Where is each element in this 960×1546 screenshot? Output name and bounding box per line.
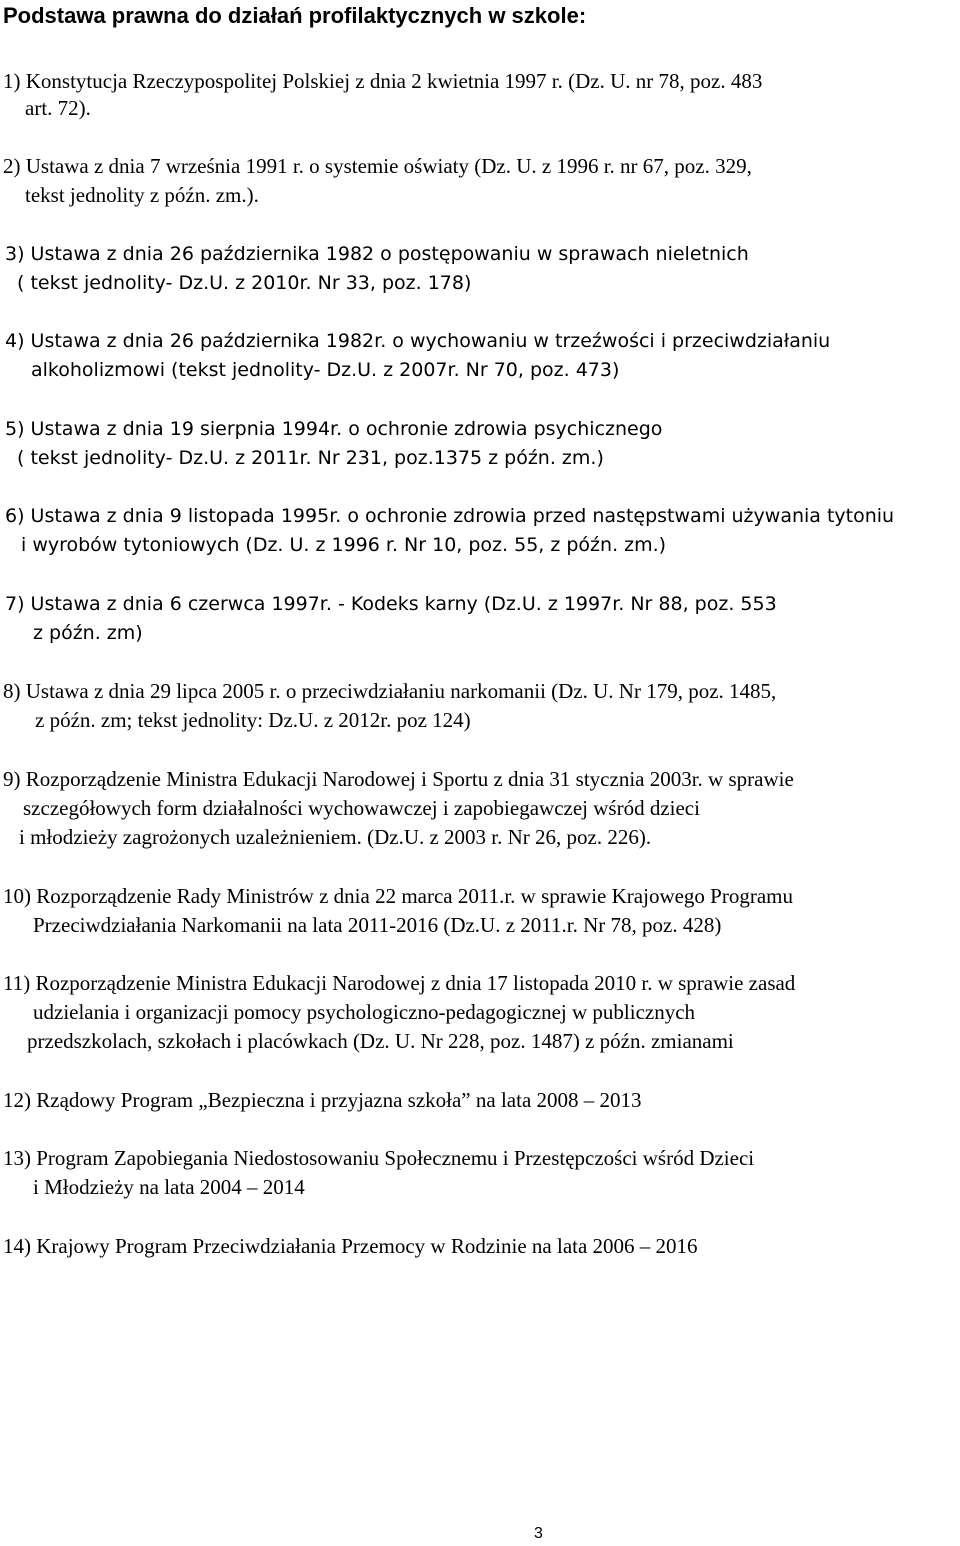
list-item-2-line-1: 2) Ustawa z dnia 7 września 1991 r. o systemie oświaty (Dz. U. z 1996 r. nr 67, poz. 329, bbox=[3, 154, 752, 178]
list-item-10-line-2: Przeciwdziałania Narkomanii na lata 2011-2016 (Dz.U. z 2011.r. Nr 78, poz. 428) bbox=[33, 913, 722, 937]
list-item-5-line-1: 5) Ustawa z dnia 19 sierpnia 1994r. o ochronie zdrowia psychicznego bbox=[5, 418, 663, 440]
list-item-12-line-1: 12) Rządowy Program „Bezpieczna i przyjazna szkoła” na lata 2008 – 2013 bbox=[3, 1088, 642, 1112]
list-item-4-line-1: 4) Ustawa z dnia 26 października 1982r. o wychowaniu w trzeźwości i przeciwdziałaniu bbox=[5, 330, 831, 352]
list-item-3-line-1: 3) Ustawa z dnia 26 października 1982 o postępowaniu w sprawach nieletnich bbox=[5, 243, 749, 265]
list-item-9-line-3: i młodzieży zagrożonych uzależnieniem. (Dz.U. z 2003 r. Nr 26, poz. 226). bbox=[19, 825, 652, 849]
list-item-5-line-2: ( tekst jednolity- Dz.U. z 2011r. Nr 231, poz.1375 z późn. zm.) bbox=[17, 447, 604, 469]
list-item-9-line-2: szczegółowych form działalności wychowawczej i zapobiegawczej wśród dzieci bbox=[23, 796, 700, 820]
list-item-11-line-1: 11) Rozporządzenie Ministra Edukacji Narodowej z dnia 17 listopada 2010 r. w sprawie zasad bbox=[3, 971, 796, 995]
page-number: 3 bbox=[534, 1525, 543, 1542]
list-item-9-line-1: 9) Rozporządzenie Ministra Edukacji Narodowej i Sportu z dnia 31 stycznia 2003r. w sprawie bbox=[3, 767, 794, 791]
list-item-8-line-1: 8) Ustawa z dnia 29 lipca 2005 r. o przeciwdziałaniu narkomanii (Dz. U. Nr 179, poz. 1485, bbox=[3, 679, 777, 703]
list-item-6-line-2: i wyrobów tytoniowych (Dz. U. z 1996 r. Nr 10, poz. 55, z późn. zm.) bbox=[21, 534, 667, 556]
list-item-11-line-2: udzielania i organizacji pomocy psychologiczno-pedagogicznej w publicznych bbox=[33, 1000, 696, 1024]
list-item-3-line-2: ( tekst jednolity- Dz.U. z 2010r. Nr 33, poz. 178) bbox=[17, 272, 472, 294]
list-item-2-line-2: tekst jednolity z późn. zm.). bbox=[25, 183, 259, 207]
list-item-4-line-2: alkoholizmowi (tekst jednolity- Dz.U. z 2007r. Nr 70, poz. 473) bbox=[31, 359, 620, 381]
list-item-14-line-1: 14) Krajowy Program Przeciwdziałania Przemocy w Rodzinie na lata 2006 – 2016 bbox=[3, 1234, 698, 1258]
list-item-1-line-1: 1) Konstytucja Rzeczypospolitej Polskiej z dnia 2 kwietnia 1997 r. (Dz. U. nr 78, poz. 483 bbox=[3, 69, 763, 93]
list-item-10-line-1: 10) Rozporządzenie Rady Ministrów z dnia 22 marca 2011.r. w sprawie Krajowego Programu bbox=[3, 884, 794, 908]
list-item-7-line-2: z późn. zm) bbox=[33, 622, 143, 644]
page-title: Podstawa prawna do działań profilaktycznych w szkole: bbox=[3, 3, 587, 28]
list-item-13-line-2: i Młodzieży na lata 2004 – 2014 bbox=[33, 1175, 305, 1199]
list-item-13-line-1: 13) Program Zapobiegania Niedostosowaniu Społecznemu i Przestępczości wśród Dzieci bbox=[3, 1146, 755, 1170]
list-item-7-line-1: 7) Ustawa z dnia 6 czerwca 1997r. - Kodeks karny (Dz.U. z 1997r. Nr 88, poz. 553 bbox=[5, 593, 777, 615]
list-item-1-line-2: art. 72). bbox=[25, 96, 91, 120]
list-item-6-line-1: 6) Ustawa z dnia 9 listopada 1995r. o ochronie zdrowia przed następstwami używania tytoniu bbox=[5, 505, 895, 527]
list-item-8-line-2: z późn. zm; tekst jednolity: Dz.U. z 2012r. poz 124) bbox=[35, 708, 471, 732]
list-item-11-line-3: przedszkolach, szkołach i placówkach (Dz. U. Nr 228, poz. 1487) z późn. zmianami bbox=[27, 1029, 734, 1053]
